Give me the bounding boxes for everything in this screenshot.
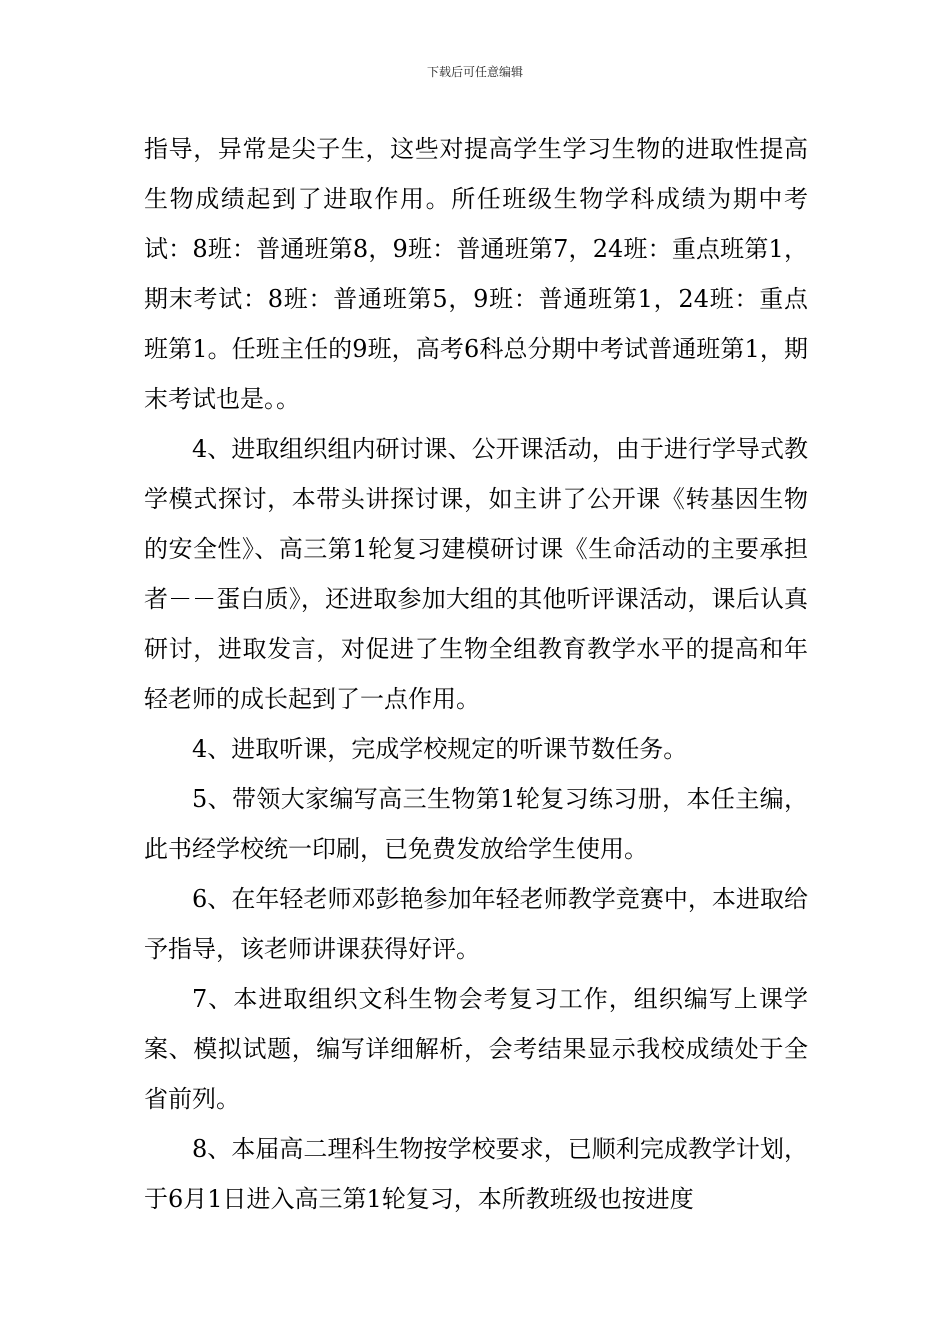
paragraph-item-5-workbook: 5、带领大家编写高三生物第1轮复习练习册，本任主编，此书经学校统一印刷，已免费发放给学生使用。 [144,785,808,863]
paragraph-item-4-research-lessons: 4、进取组织组内研讨课、公开课活动，由于进行学导式教学模式探讨，本带头讲探讨课，如主讲了公开课《转基因生物的安全性》、高三第1轮复习建模研讨课《生命活动的主要承担者－－蛋白质》，还进取参加大组的其他听评课活动，课后认真研讨，进取发言，对促进了生物全组教育教学水平的提高和年轻老师的成长起到了一点作用。 [144,435,808,713]
paragraph-continued: 指导，异常是尖子生，这些对提高学生学习生物的进取性提高生物成绩起到了进取作用。所任班级生物学科成绩为期中考试：8班：普通班第8，9班：普通班第7，24班：重点班第1，期末考试：8班：普通班第5，9班：普通班第1，24班：重点班第1。任班主任的9班，高考6科总分期中考试普通班第1，期末考试也是。。 [144,135,808,413]
paragraph-item-4-lesson-observation: 4、进取听课，完成学校规定的听课节数任务。 [192,735,688,763]
paragraph-item-6-teacher-competition: 6、在年轻老师邓彭艳参加年轻老师教学竞赛中，本进取给予指导，该老师讲课获得好评。 [144,885,808,963]
page-header: 下载后可任意编辑 [426,65,523,79]
paragraph-item-7-exam-review: 7、本进取组织文科生物会考复习工作，组织编写上课学案、模拟试题，编写详细解析，会考结果显示我校成绩处于全省前列。 [144,985,808,1113]
document-body [144,124,808,1224]
paragraph-item-8-teaching-plan: 8、本届高二理科生物按学校要求，已顺利完成教学计划，于6月1日进入高三第1轮复习，本所教班级也按进度 [144,1135,808,1213]
